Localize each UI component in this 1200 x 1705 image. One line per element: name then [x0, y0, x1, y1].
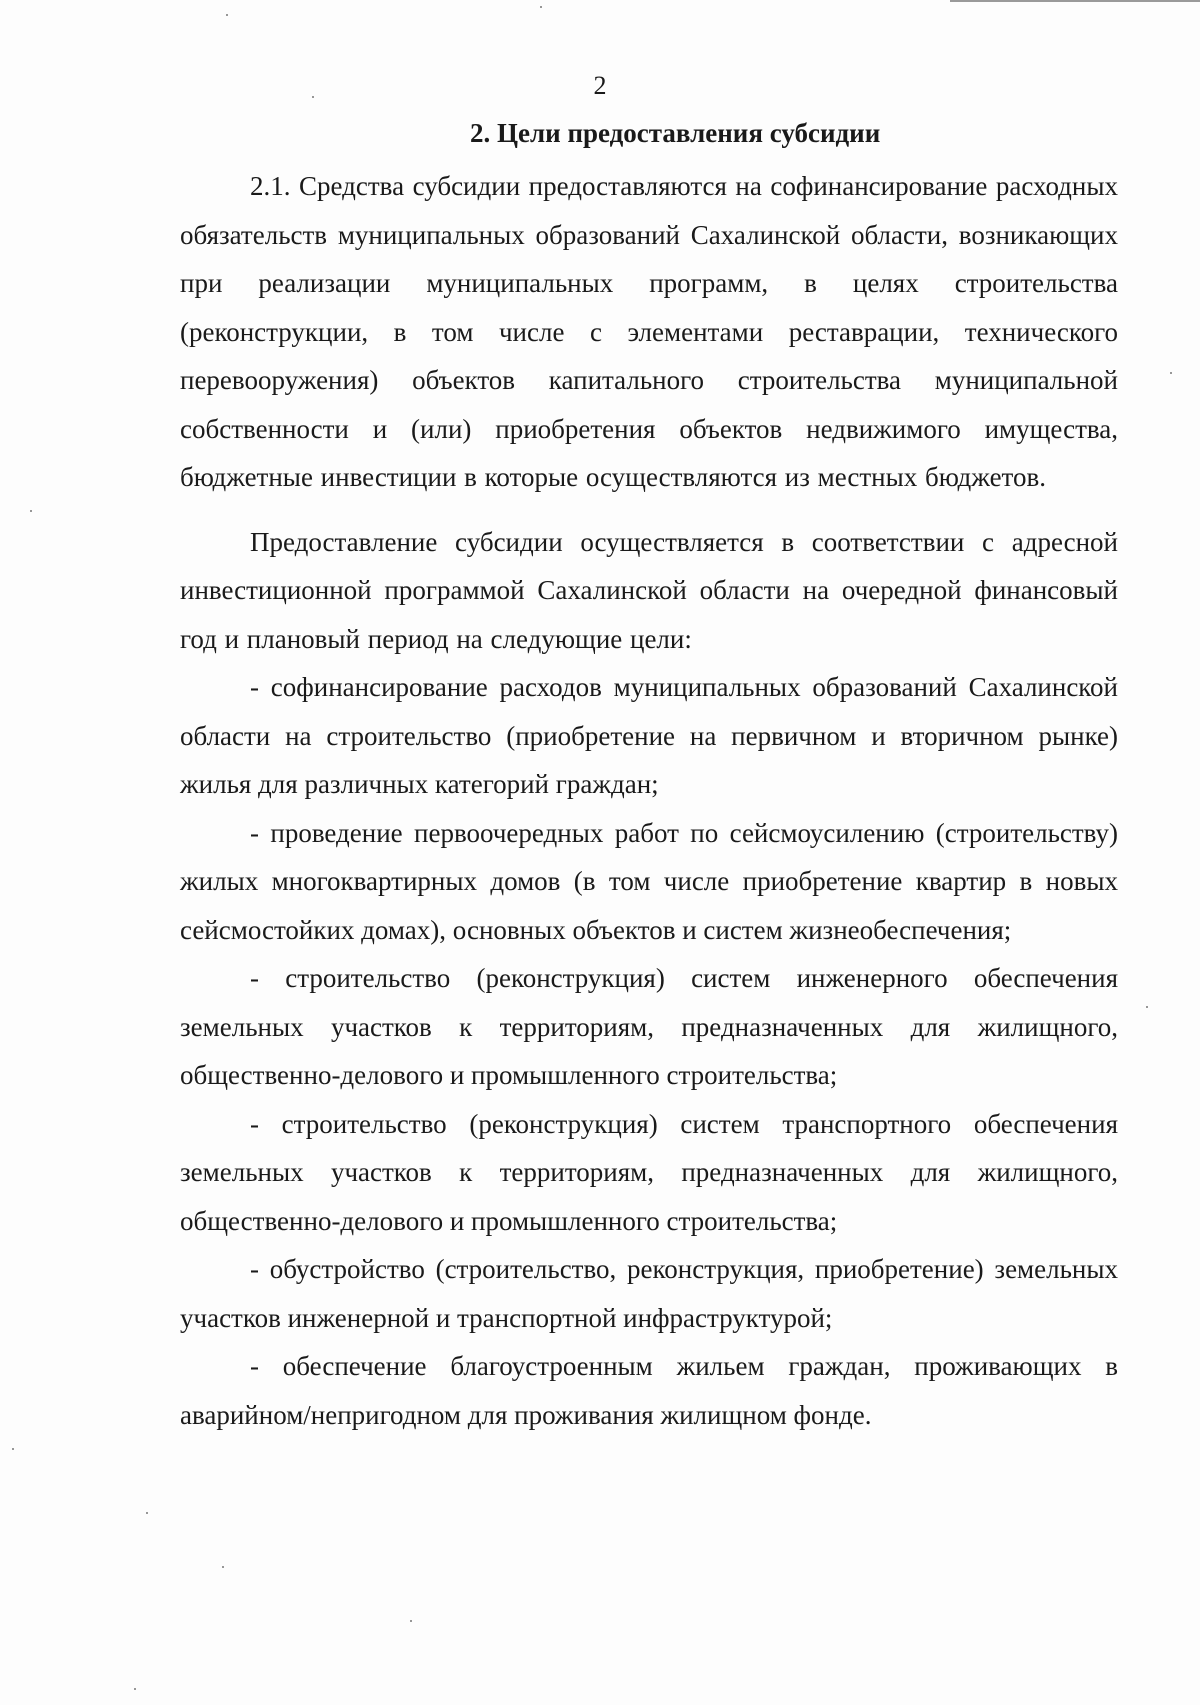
scan-speck — [30, 510, 32, 512]
scan-speck — [12, 1448, 14, 1450]
scan-speck — [1146, 1006, 1148, 1008]
scan-speck — [226, 14, 228, 16]
paragraph: Предоставление субсидии осуществляется в соответствии с адресной инвестиционной программой Сахалинской области на очередной финансовый год и плановый период на следующие цели: — [180, 526, 1118, 654]
scan-speck — [540, 6, 542, 8]
paragraph: 2.1. Средства субсидии предоставляются на софинансирование расходных обязательств муниципальных образований Сахалинской области, возникающих при реализации муниципальных программ, в целях строительства (реконструкции, в том числе с элементами реставрации, технического перевооружения) объектов капитального строительства муниципальной собственности и (или) приобретения объектов недвижимого имущества, бюджетные инвестиции в которые осуществляются из местных бюджетов. — [180, 171, 1118, 492]
scan-edge-line — [950, 0, 1200, 2]
scan-speck — [222, 1566, 224, 1568]
scan-speck — [1170, 372, 1172, 374]
page-number: 2 — [593, 71, 607, 100]
section-heading: 2. Цели предоставления субсидии — [470, 118, 881, 148]
scan-speck — [410, 1620, 412, 1622]
list-item: - софинансирование расходов муниципальных образований Сахалинской области на строительство (приобретение на первичном и вторичном рынке) жилья для различных категорий граждан; — [180, 672, 1118, 799]
scan-speck — [146, 1512, 148, 1514]
list-item: - проведение первоочередных работ по сейсмоусилению (строительству) жилых многоквартирных домов (в том числе приобретение квартир в новых сейсмостойких домах), основных объектов и систем жизнеобеспечения; — [180, 817, 1118, 945]
document-body — [180, 114, 1118, 1439]
list-item: - обеспечение благоустроенным жильем граждан, проживающих в аварийном/непригодном для проживания жилищном фонде. — [180, 1351, 1118, 1430]
list-item: - обустройство (строительство, реконструкция, приобретение) земельных участков инженерной и транспортной инфраструктурой; — [180, 1254, 1118, 1333]
list-item: - строительство (реконструкция) систем инженерного обеспечения земельных участков к территориям, предназначенных для жилищного, общественно-делового и промышленного строительства; — [180, 963, 1118, 1090]
list-item: - строительство (реконструкция) систем транспортного обеспечения земельных участков к территориям, предназначенных для жилищного, общественно-делового и промышленного строительства; — [180, 1108, 1118, 1236]
scan-speck — [134, 1688, 136, 1690]
